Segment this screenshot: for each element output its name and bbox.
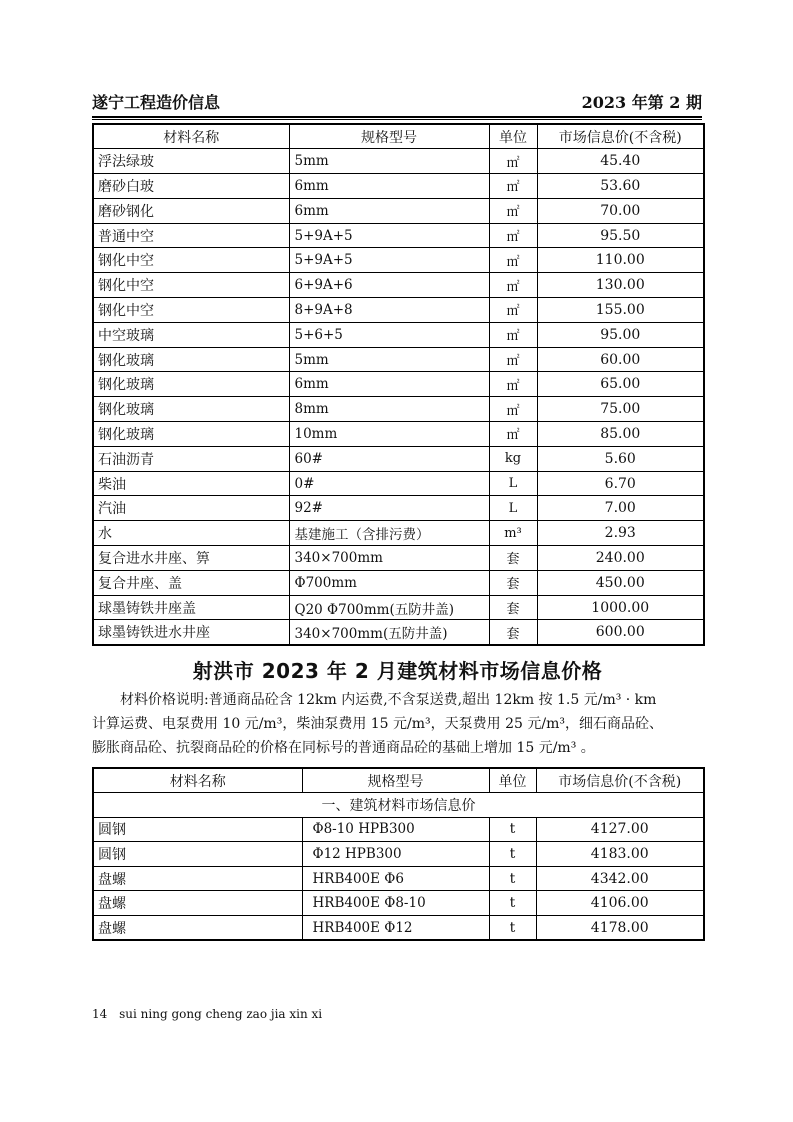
table-row (93, 521, 704, 546)
material-price-table-2 (92, 767, 705, 941)
cell-price: 110.00 (537, 248, 704, 273)
cell-unit: 套 (489, 620, 537, 645)
column-header-name: 材料名称 (93, 768, 302, 793)
cell-material-name: 复合井座、盖 (93, 570, 289, 595)
footer-text: sui ning gong cheng zao jia xin xi (119, 1007, 323, 1021)
column-header-unit: 单位 (489, 768, 536, 793)
cell-material-name: 球墨铸铁进水井座 (93, 620, 289, 645)
cell-unit: ㎡ (489, 422, 537, 447)
cell-unit: 套 (489, 546, 537, 571)
cell-unit: L (489, 471, 537, 496)
cell-unit: t (489, 891, 536, 916)
cell-unit: ㎡ (489, 397, 537, 422)
cell-price: 4178.00 (536, 916, 704, 941)
cell-price: 95.00 (537, 322, 704, 347)
section-title: 射洪市 2023 年 2 月建筑材料市场信息价格 (192, 659, 603, 683)
cell-spec: 340×700mm(五防井盖) (289, 620, 489, 645)
cell-unit: ㎡ (489, 174, 537, 199)
cell-material-name: 钢化玻璃 (93, 372, 289, 397)
cell-material-name: 柴油 (93, 471, 289, 496)
cell-price: 155.00 (537, 298, 704, 323)
cell-spec: 92# (289, 496, 489, 521)
cell-spec: 5+6+5 (289, 322, 489, 347)
publication-title: 遂宁工程造价信息 (92, 93, 221, 112)
column-header-price: 市场信息价(不含税) (536, 768, 704, 793)
cell-unit: 套 (489, 570, 537, 595)
cell-price: 53.60 (537, 174, 704, 199)
price-note-line: 计算运费、电泵费用 10 元/m³，柴油泵费用 15 元/m³，天泵费用 25 元/m³，细石商品砼、 (92, 716, 663, 732)
column-header-spec: 规格型号 (302, 768, 489, 793)
price-note-line: 膨胀商品砼、抗裂商品砼的价格在同标号的普通商品砼的基础上增加 15 元/m³ 。 (92, 740, 595, 756)
cell-unit: ㎡ (489, 347, 537, 372)
cell-spec: 10mm (289, 422, 489, 447)
column-header-spec: 规格型号 (289, 124, 489, 149)
table-row (93, 866, 704, 891)
cell-price: 600.00 (537, 620, 704, 645)
cell-price: 130.00 (537, 273, 704, 298)
table-header-row (93, 768, 704, 793)
cell-material-name: 水 (93, 521, 289, 546)
column-header-name: 材料名称 (93, 124, 289, 149)
cell-unit: 套 (489, 595, 537, 620)
cell-material-name: 磨砂白玻 (93, 174, 289, 199)
table-row (93, 322, 704, 347)
cell-price: 60.00 (537, 347, 704, 372)
table-row (93, 570, 704, 595)
table-row (93, 347, 704, 372)
cell-unit: m³ (489, 521, 537, 546)
cell-spec: 5+9A+5 (289, 223, 489, 248)
cell-material-name: 钢化中空 (93, 248, 289, 273)
cell-unit: kg (489, 446, 537, 471)
table-row (93, 298, 704, 323)
cell-unit: t (489, 842, 536, 867)
cell-material-name: 盘螺 (93, 866, 302, 891)
cell-unit: ㎡ (489, 298, 537, 323)
cell-material-name: 盘螺 (93, 891, 302, 916)
cell-price: 4183.00 (536, 842, 704, 867)
cell-material-name: 浮法绿玻 (93, 149, 289, 174)
running-header (92, 90, 702, 114)
cell-spec: HRB400E Φ12 (302, 916, 489, 941)
cell-material-name: 盘螺 (93, 916, 302, 941)
price-note-line: 材料价格说明:普通商品砼含 12km 内运费,不含泵送费,超出 12km 按 1.5 元/m³ · km (120, 692, 657, 708)
cell-material-name: 钢化玻璃 (93, 347, 289, 372)
cell-material-name: 钢化玻璃 (93, 397, 289, 422)
cell-price: 70.00 (537, 198, 704, 223)
table-row (93, 422, 704, 447)
cell-price: 5.60 (537, 446, 704, 471)
cell-spec: 6mm (289, 372, 489, 397)
cell-spec: Φ12 HPB300 (302, 842, 489, 867)
cell-material-name: 圆钢 (93, 817, 302, 842)
cell-unit: ㎡ (489, 223, 537, 248)
cell-price: 2.93 (537, 521, 704, 546)
cell-material-name: 复合进水井座、箅 (93, 546, 289, 571)
cell-material-name: 汽油 (93, 496, 289, 521)
table-row (93, 891, 704, 916)
cell-material-name: 普通中空 (93, 223, 289, 248)
cell-spec: Φ700mm (289, 570, 489, 595)
cell-unit: ㎡ (489, 149, 537, 174)
cell-material-name: 圆钢 (93, 842, 302, 867)
column-header-price: 市场信息价(不含税) (537, 124, 704, 149)
cell-spec: Φ8-10 HPB300 (302, 817, 489, 842)
cell-price: 65.00 (537, 372, 704, 397)
table-row (93, 620, 704, 645)
cell-unit: t (489, 866, 536, 891)
cell-spec: 6mm (289, 198, 489, 223)
cell-price: 450.00 (537, 570, 704, 595)
cell-price: 4106.00 (536, 891, 704, 916)
section-row-label: 一、建筑材料市场信息价 (93, 793, 704, 818)
table-header-row (93, 124, 704, 149)
cell-spec: 8+9A+8 (289, 298, 489, 323)
cell-spec: HRB400E Φ6 (302, 866, 489, 891)
cell-spec: 基建施工（含排污费） (289, 521, 489, 546)
cell-price: 240.00 (537, 546, 704, 571)
cell-unit: t (489, 817, 536, 842)
cell-price: 6.70 (537, 471, 704, 496)
cell-price: 95.50 (537, 223, 704, 248)
table-row (93, 372, 704, 397)
issue-label: 2023 年第 2 期 (581, 93, 702, 112)
cell-price: 4342.00 (536, 866, 704, 891)
cell-spec: HRB400E Φ8-10 (302, 891, 489, 916)
cell-material-name: 球墨铸铁井座盖 (93, 595, 289, 620)
table-row (93, 198, 704, 223)
cell-material-name: 中空玻璃 (93, 322, 289, 347)
header-rule-thick (92, 116, 702, 118)
price-notes (92, 688, 703, 760)
table-row (93, 546, 704, 571)
page-number: 14 (92, 1007, 108, 1021)
cell-material-name: 石油沥青 (93, 446, 289, 471)
cell-material-name: 钢化中空 (93, 298, 289, 323)
table-row (93, 446, 704, 471)
cell-material-name: 磨砂钢化 (93, 198, 289, 223)
table-row (93, 223, 704, 248)
table-row (93, 273, 704, 298)
material-price-table-1 (92, 123, 705, 646)
table-row (93, 496, 704, 521)
table-row (93, 397, 704, 422)
cell-spec: 6+9A+6 (289, 273, 489, 298)
table-row (93, 842, 704, 867)
cell-price: 4127.00 (536, 817, 704, 842)
cell-spec: 60# (289, 446, 489, 471)
cell-unit: ㎡ (489, 273, 537, 298)
cell-spec: 5+9A+5 (289, 248, 489, 273)
cell-unit: L (489, 496, 537, 521)
cell-material-name: 钢化玻璃 (93, 422, 289, 447)
cell-price: 45.40 (537, 149, 704, 174)
table-row (93, 595, 704, 620)
table-row (93, 248, 704, 273)
table-row (93, 471, 704, 496)
cell-unit: ㎡ (489, 372, 537, 397)
cell-price: 1000.00 (537, 595, 704, 620)
cell-spec: 340×700mm (289, 546, 489, 571)
page-footer (92, 1007, 322, 1021)
cell-unit: t (489, 916, 536, 941)
table-row (93, 817, 704, 842)
table-row (93, 916, 704, 941)
cell-spec: 5mm (289, 347, 489, 372)
cell-price: 7.00 (537, 496, 704, 521)
cell-spec: 0# (289, 471, 489, 496)
cell-spec: 8mm (289, 397, 489, 422)
table-row (93, 149, 704, 174)
cell-spec: 6mm (289, 174, 489, 199)
cell-spec: 5mm (289, 149, 489, 174)
column-header-unit: 单位 (489, 124, 537, 149)
cell-unit: ㎡ (489, 198, 537, 223)
table-section-row (93, 793, 704, 818)
table-row (93, 174, 704, 199)
cell-price: 85.00 (537, 422, 704, 447)
cell-price: 75.00 (537, 397, 704, 422)
cell-unit: ㎡ (489, 248, 537, 273)
header-rule-thin (92, 119, 702, 120)
cell-unit: ㎡ (489, 322, 537, 347)
cell-spec: Q20 Φ700mm(五防井盖) (289, 595, 489, 620)
cell-material-name: 钢化中空 (93, 273, 289, 298)
